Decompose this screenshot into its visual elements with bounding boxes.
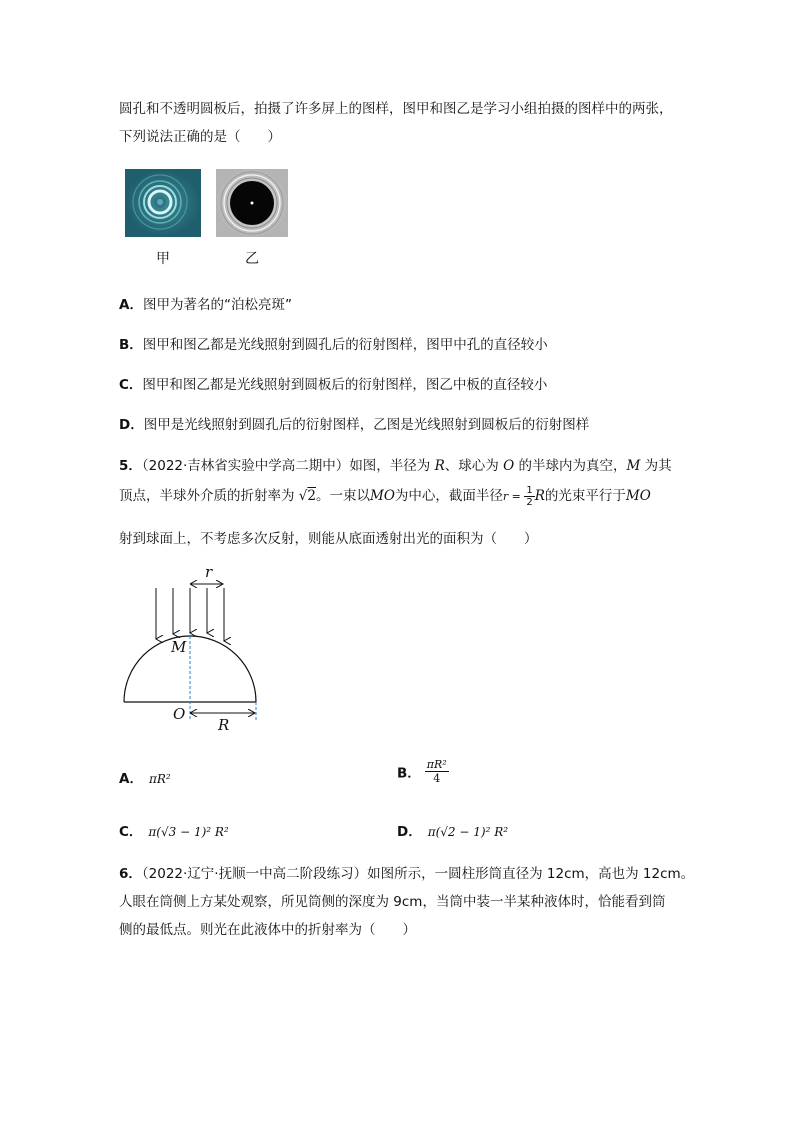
var-M: M xyxy=(626,458,641,474)
q5-number: 5． xyxy=(119,458,142,474)
var-MO: MO xyxy=(625,488,651,504)
q5-text: 为中心，截面半径 xyxy=(394,488,503,504)
label-r: r xyxy=(205,563,213,581)
q5-option-d[interactable] xyxy=(397,820,508,840)
q4-option-d[interactable] xyxy=(119,413,589,433)
q6-line1 xyxy=(119,862,694,882)
q4-option-a[interactable] xyxy=(119,293,292,313)
image-jia xyxy=(125,169,201,237)
image-yi xyxy=(216,169,288,237)
frac-num: 1 xyxy=(526,484,533,496)
q6-line3: 侧的最低点。则光在此液体中的折射率为（ ） xyxy=(119,922,416,938)
var-R: R xyxy=(534,488,545,504)
label-M: M xyxy=(171,638,187,656)
option-formula: πR² xyxy=(148,772,171,786)
q5-line2 xyxy=(119,484,651,508)
r-equation: r = xyxy=(502,490,525,503)
option-text: 图甲和图乙都是光线照射到圆板后的衍射图样，图乙中板的直径较小 xyxy=(142,377,548,393)
q5-option-a[interactable] xyxy=(119,767,171,787)
option-label: D． xyxy=(119,417,144,433)
frac-den: 2 xyxy=(526,496,533,508)
image-jia-label: 甲 xyxy=(156,251,170,267)
q5-text: 。一束以 xyxy=(316,488,370,504)
option-label: B． xyxy=(397,765,421,782)
q4-option-b[interactable] xyxy=(119,333,548,353)
q6-text: （2022·辽宁·抚顺一中高二阶段练习）如图所示，一圆柱形筒直径为 12cm，高也为 12cm。 xyxy=(141,866,695,882)
var-R: R xyxy=(434,458,445,474)
q4-line1: 圆孔和不透明圆板后，拍摄了许多屏上的图样，图甲和图乙是学习小组拍摄的图样中的两张， xyxy=(119,101,673,117)
q5-line3: 射到球面上，不考虑多次反射，则能从底面透射出光的面积为（ ） xyxy=(119,531,538,547)
fraction-half xyxy=(524,485,534,508)
label-O: O xyxy=(173,705,186,723)
label-R: R xyxy=(218,716,230,734)
option-label: C． xyxy=(119,824,143,840)
option-text: 图甲是光线照射到圆孔后的衍射图样，乙图是光线照射到圆板后的衍射图样 xyxy=(143,417,590,433)
option-text: 图甲为著名的“泊松亮斑” xyxy=(142,297,292,313)
var-O: O xyxy=(503,458,515,474)
q5-text: 顶点，半球外介质的折射率为 xyxy=(119,488,299,504)
hemisphere-figure xyxy=(118,560,278,740)
q5-text: 、球心为 xyxy=(444,458,504,474)
option-fraction xyxy=(425,758,449,785)
option-label: B． xyxy=(119,337,143,353)
q4-line2: 下列说法正确的是（ ） xyxy=(119,129,281,145)
q5-text: 的半球内为真空， xyxy=(514,458,627,474)
q6-number: 6． xyxy=(119,866,142,882)
q5-text: 为其 xyxy=(640,458,672,474)
var-MO: MO xyxy=(370,488,395,504)
q6-line2: 人眼在筒侧上方某处观察，所见筒侧的深度为 9cm，当筒中装一半某种液体时，恰能看到筒 xyxy=(119,894,666,910)
q5-line1 xyxy=(119,454,672,474)
option-label: A． xyxy=(119,771,143,787)
sqrt-radicand: 2 xyxy=(307,488,316,504)
option-label: A． xyxy=(119,297,143,313)
image-yi-label: 乙 xyxy=(245,251,259,267)
q5-option-b[interactable] xyxy=(397,758,449,785)
q5-source: （2022·吉林省实验中学高二期中） xyxy=(141,458,350,474)
q5-option-c[interactable] xyxy=(119,820,229,840)
frac-den: 4 xyxy=(433,772,441,785)
q5-text: 如图，半径为 xyxy=(349,458,435,474)
q4-option-c[interactable] xyxy=(119,373,547,393)
option-formula: π(√2 − 1)² R² xyxy=(427,825,509,839)
option-label: D． xyxy=(397,824,422,840)
q5-text: 的光束平行于 xyxy=(544,488,626,504)
option-text: 图甲和图乙都是光线照射到圆孔后的衍射图样，图甲中孔的直径较小 xyxy=(142,337,548,353)
option-formula: π(√3 − 1)² R² xyxy=(148,825,229,839)
frac-num: πR² xyxy=(426,758,447,771)
option-label: C． xyxy=(119,377,143,393)
sqrt-sign: √ xyxy=(298,488,308,504)
